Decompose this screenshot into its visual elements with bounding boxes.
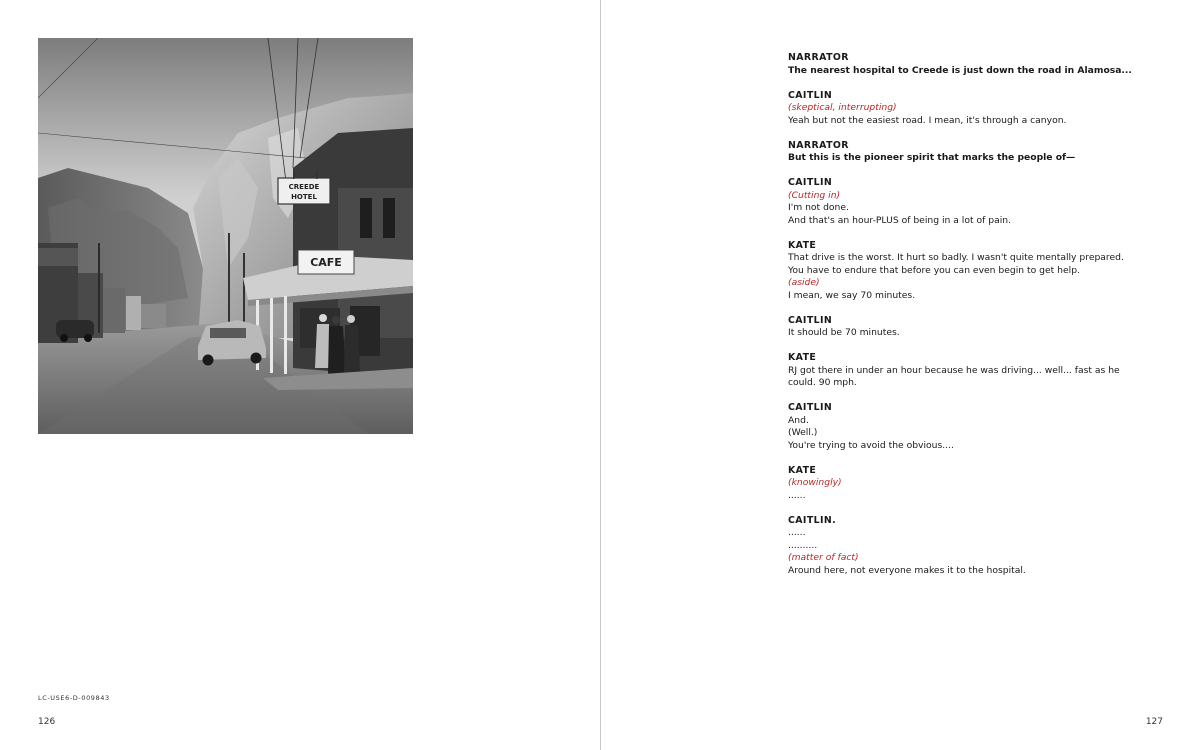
speaker-name: CAITLIN: [788, 314, 833, 326]
cafe-sign: [298, 250, 354, 274]
speaker-name: CAITLIN: [788, 177, 833, 188]
dialogue-block: [788, 352, 1120, 390]
dialogue-line: The nearest hospital to Creede is just down the road in Alamosa...: [788, 64, 1132, 76]
stage-direction: (aside): [788, 277, 820, 288]
speaker-name: CAITLIN: [788, 89, 833, 101]
svg-text:CREEDE: CREEDE: [288, 183, 320, 191]
speaker-name: NARRATOR: [788, 139, 849, 151]
speaker-name: NARRATOR: [788, 52, 849, 63]
dialogue-block: [788, 140, 1108, 165]
stage-direction: (matter of fact): [788, 552, 859, 563]
dialogue-line: I mean, we say 70 minutes.: [788, 289, 916, 301]
dialogue-line: I'm not done.: [788, 202, 849, 213]
dialogue-line: And that's an hour-PLUS of being in a lot of pain.: [788, 214, 1012, 226]
dialogue-line: Yeah but not the easiest road. I mean, it's through a canyon.: [788, 114, 1067, 126]
speaker-name: KATE: [788, 352, 817, 363]
speaker-name: CAITLIN.: [788, 514, 837, 526]
dialogue-block: [788, 315, 1108, 340]
stage-direction: (skeptical, interrupting): [788, 102, 897, 113]
dialogue-line: But this is the pioneer spirit that marks the people of—: [788, 152, 1076, 163]
creede-street-photo: [38, 38, 413, 434]
dialogue-block: [788, 402, 1108, 452]
dialogue-line: could. 90 mph.: [788, 377, 857, 388]
speaker-name: CAITLIN: [788, 402, 833, 413]
dialogue-line: ......: [788, 489, 806, 501]
svg-text:CAFE: CAFE: [310, 256, 342, 269]
dialogue-line: (Well.): [788, 427, 818, 438]
dialogue-block: [788, 239, 1124, 303]
dialogue-line: RJ got there in under an hour because he was driving... well... fast as he: [788, 364, 1120, 376]
dialogue-block: [788, 90, 1108, 128]
dialogue-line: ......: [788, 527, 806, 538]
speaker-name: KATE: [788, 464, 817, 476]
dialogue-line: Around here, not everyone makes it to the hospital.: [788, 564, 1026, 576]
page-number-right: 127: [1145, 717, 1163, 727]
right-page: [601, 0, 1200, 750]
speaker-name: KATE: [788, 239, 817, 251]
dialogue-line: ..........: [788, 539, 818, 551]
dialogue-block: [788, 52, 1132, 77]
dialogue-block: [788, 465, 1108, 503]
stage-direction: (Cutting in): [788, 189, 841, 201]
dialogue-line: That drive is the worst. It hurt so badly. I wasn't quite mentally prepared.: [788, 252, 1124, 263]
dialogue-line: You have to endure that before you can even begin to get help.: [788, 264, 1080, 276]
script-dialogue: [788, 52, 1132, 590]
svg-text:HOTEL: HOTEL: [291, 193, 317, 201]
dialogue-line: It should be 70 minutes.: [788, 327, 900, 338]
stage-direction: (knowingly): [788, 477, 842, 488]
photo-catalog-id: LC-USE6-D-009843: [38, 694, 110, 702]
dialogue-line: You're trying to avoid the obvious....: [788, 439, 954, 451]
dialogue-block: [788, 177, 1108, 227]
page-number-left: 126: [38, 717, 56, 727]
dialogue-line: And.: [788, 414, 809, 426]
dialogue-block: [788, 515, 1108, 578]
